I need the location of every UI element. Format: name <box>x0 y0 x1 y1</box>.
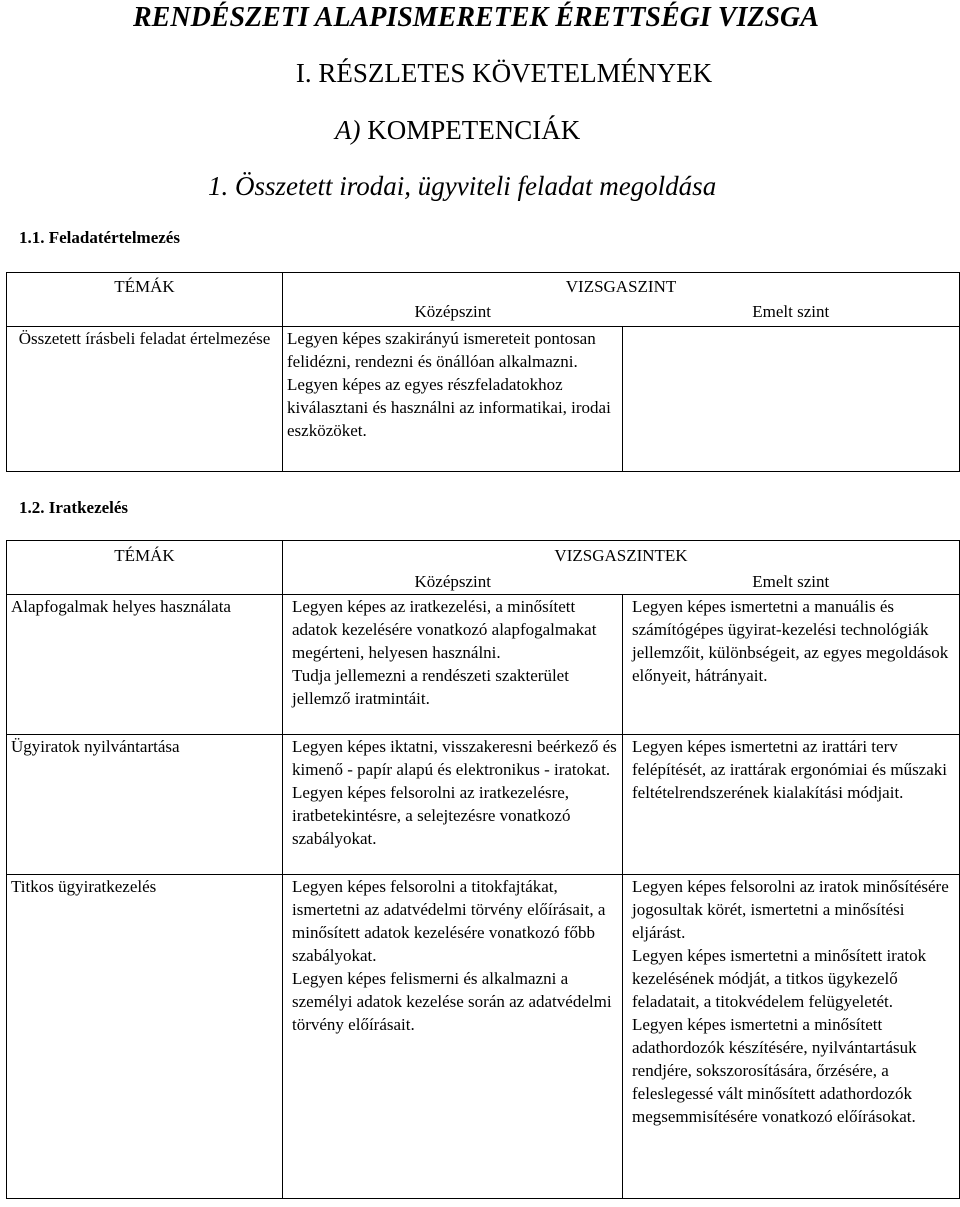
header-exam-levels: VIZSGASZINTEK <box>283 541 960 570</box>
topic-cell: Titkos ügyiratkezelés <box>7 875 283 1199</box>
requirement-text: Legyen képes az iratkezelési, a minősített adatok kezelésére vonatkozó alapfogalmakat megérteni, helyesen használni. <box>292 597 597 662</box>
header-high-level: Emelt szint <box>623 570 960 595</box>
requirement-text: Legyen képes felsorolni az iratkezelésre, iratbetekintésre, a selejtezésre vonatkozó szabályokat. <box>292 783 571 848</box>
requirement-text: Legyen képes az egyes részfeladatokhoz kiválasztani és használni az informatikai, irodai eszközöket. <box>287 375 611 440</box>
requirement-text: Tudja jellemezni a rendészeti szakterület jellemző iratmintáit. <box>292 666 569 708</box>
requirement-text: Legyen képes felismerni és alkalmazni a személyi adatok kezelése során az adatvédelmi törvény előírásait. <box>292 969 612 1034</box>
topic-cell: Alapfogalmak helyes használata <box>7 595 283 735</box>
requirement-text: Legyen képes ismertetni a manuális és számítógépes ügyirat-kezelési technológiák jellemzőit, különbségeit, az egyes megoldások előnyeit, hátrányait. <box>632 597 949 685</box>
section-heading-iratkezeles: 1.2. Iratkezelés <box>19 498 129 517</box>
topic-cell: Ügyiratok nyilvántartása <box>7 735 283 875</box>
table-feladatertelmezes <box>6 272 960 472</box>
header-mid-level: Középszint <box>283 570 623 595</box>
competence-label: KOMPETENCIÁK <box>367 115 581 145</box>
competence-prefix: A) <box>335 115 361 145</box>
table-iratkezeles <box>6 540 960 1199</box>
header-mid-level: Középszint <box>283 300 623 327</box>
requirement-text: Legyen képes ismertetni az irattári terv felépítését, az irattárak ergonómiai és műszaki feltételrendszerének kialakítási módjait. <box>632 737 947 802</box>
requirement-text: Legyen képes felsorolni az iratok minősítésére jogosultak körét, ismertetni a minősítési eljárást. <box>632 877 949 942</box>
mid-level-cell <box>283 735 623 875</box>
high-level-cell <box>623 595 960 735</box>
requirement-text: Legyen képes szakirányú ismereteit pontosan felidézni, rendezni és önállóan alkalmazni. <box>287 329 596 371</box>
document-title: RENDÉSZETI ALAPISMERETEK ÉRETTSÉGI VIZSGA <box>133 2 819 33</box>
header-exam-level: VIZSGASZINT <box>283 273 960 300</box>
requirement-text: Legyen képes felsorolni a titokfajtákat, ismertetni az adatvédelmi törvény előírásait, a minősített adatok kezelésére vonatkozó főbb szabályokat. <box>292 877 606 965</box>
subject-title: 1. Összetett irodai, ügyviteli feladat megoldása <box>208 171 717 201</box>
header-high-level: Emelt szint <box>623 300 960 327</box>
mid-level-cell <box>283 875 623 1199</box>
part-title: I. RÉSZLETES KÖVETELMÉNYEK <box>295 58 713 88</box>
high-level-cell <box>623 735 960 875</box>
requirement-text: Legyen képes ismertetni a minősített iratok kezelésének módját, a titkos ügykezelő feladatait, a titokvédelem felügyeletét. <box>632 946 927 1011</box>
section-heading-feladatertelmezes: 1.1. Feladatértelmezés <box>19 228 180 247</box>
header-topics: TÉMÁK <box>7 541 283 570</box>
high-level-cell <box>623 327 960 472</box>
requirement-text: Legyen képes ismertetni a minősített adathordozók készítésére, nyilvántartásuk rendjére, sokszorosítására, őrzésére, a feleslegessé vált minősített adathordozók megsemmisítésére vonatkozó előírásokat. <box>632 1015 917 1126</box>
mid-level-cell <box>283 327 623 472</box>
competence-title <box>335 115 580 146</box>
header-topics: TÉMÁK <box>7 273 283 327</box>
mid-level-cell <box>283 595 623 735</box>
header-topics-spacer <box>7 570 283 595</box>
requirement-text: Legyen képes iktatni, visszakeresni beérkező és kimenő - papír alapú és elektronikus - iratokat. <box>292 737 617 779</box>
topic-cell: Összetett írásbeli feladat értelmezése <box>7 327 283 472</box>
high-level-cell <box>623 875 960 1199</box>
